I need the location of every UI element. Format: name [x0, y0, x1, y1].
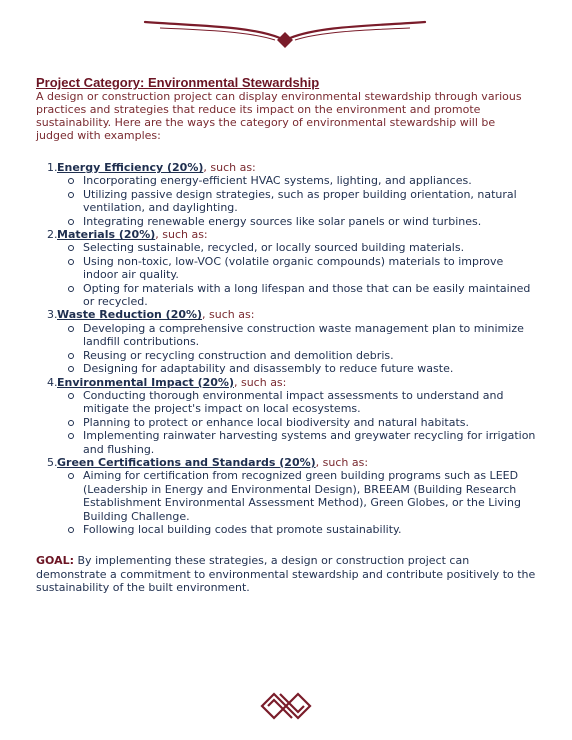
list-item: Planning to protect or enhance local biodiversity and natural habitats.: [83, 416, 536, 429]
category-number: 1.: [47, 161, 58, 174]
category-name: Materials (20%): [57, 228, 156, 242]
category-name: Environmental Impact (20%): [57, 375, 234, 389]
ornamental-divider-icon: [140, 12, 430, 54]
category-suffix: , such as:: [155, 228, 208, 242]
goal-label: GOAL:: [36, 554, 75, 568]
list-item: Developing a comprehensive construction waste management plan to minimize landfill contributions.: [83, 322, 536, 349]
category-suffix: , such as:: [203, 161, 256, 174]
category-green-certifications: [47, 455, 536, 536]
list-item: Selecting sustainable, recycled, or locally sourced building materials.: [83, 241, 536, 254]
category-suffix: , such as:: [315, 455, 369, 469]
list-item: Implementing rainwater harvesting systems and greywater recycling for irrigation and flushing.: [83, 429, 536, 456]
category-name: Waste Reduction (20%): [57, 308, 203, 322]
list-item: Aiming for certification from recognized green building programs such as LEED (Leadership in Energy and Environmental Design), BREEAM (Building Research Establishment Environmental Assessment Method), Green Globes, or the Living Building Challenge.: [83, 469, 536, 523]
intro-paragraph: [36, 90, 536, 142]
category-environmental-impact: [47, 375, 536, 456]
page-title: Project Category: Environmental Stewardship: [36, 75, 320, 90]
category-materials: [47, 228, 536, 309]
category-number: 2.: [47, 228, 58, 242]
category-number: 5.: [47, 455, 58, 469]
list-item: Conducting thorough environmental impact assessments to understand and mitigate the project's impact on local ecosystems.: [83, 389, 536, 416]
category-number: 4.: [47, 375, 58, 389]
category-waste-reduction: [47, 308, 536, 376]
list-item: Designing for adaptability and disassembly to reduce future waste.: [83, 362, 536, 375]
category-name: Energy Efficiency (20%): [57, 161, 204, 174]
list-item: Utilizing passive design strategies, such as proper building orientation, natural ventilation, and daylighting.: [83, 188, 536, 215]
category-name: Green Certifications and Standards (20%): [57, 455, 316, 469]
list-item: Incorporating energy-efficient HVAC systems, lighting, and appliances.: [83, 174, 536, 187]
list-item: Using non-toxic, low-VOC (volatile organic compounds) materials to improve indoor air quality.: [83, 255, 536, 282]
intro-text: A design or construction project can display environmental stewardship through various practices and strategies that reduce its impact on the environment and promote sustainability. Here are the ways the category of environmental stewardship will be judged with examples:: [36, 90, 522, 142]
category-number: 3.: [47, 308, 58, 322]
category-suffix: , such as:: [233, 375, 287, 389]
list-item: Opting for materials with a long lifespan and those that can be easily maintained or recycled.: [83, 282, 536, 309]
interlocked-logo-icon: [256, 686, 316, 726]
goal-paragraph: [36, 554, 536, 594]
goal-text: By implementing these strategies, a design or construction project can demonstrate a commitment to environmental stewardship and contribute positively to the sustainability of the built environment.: [36, 554, 536, 595]
category-energy-efficiency: [47, 161, 536, 228]
category-list: [36, 161, 536, 536]
document-body: [36, 76, 536, 595]
list-item: Reusing or recycling construction and demolition debris.: [83, 349, 536, 362]
list-item: Integrating renewable energy sources like solar panels or wind turbines.: [83, 215, 536, 228]
category-suffix: , such as:: [202, 308, 255, 322]
list-item: Following local building codes that promote sustainability.: [83, 523, 536, 536]
